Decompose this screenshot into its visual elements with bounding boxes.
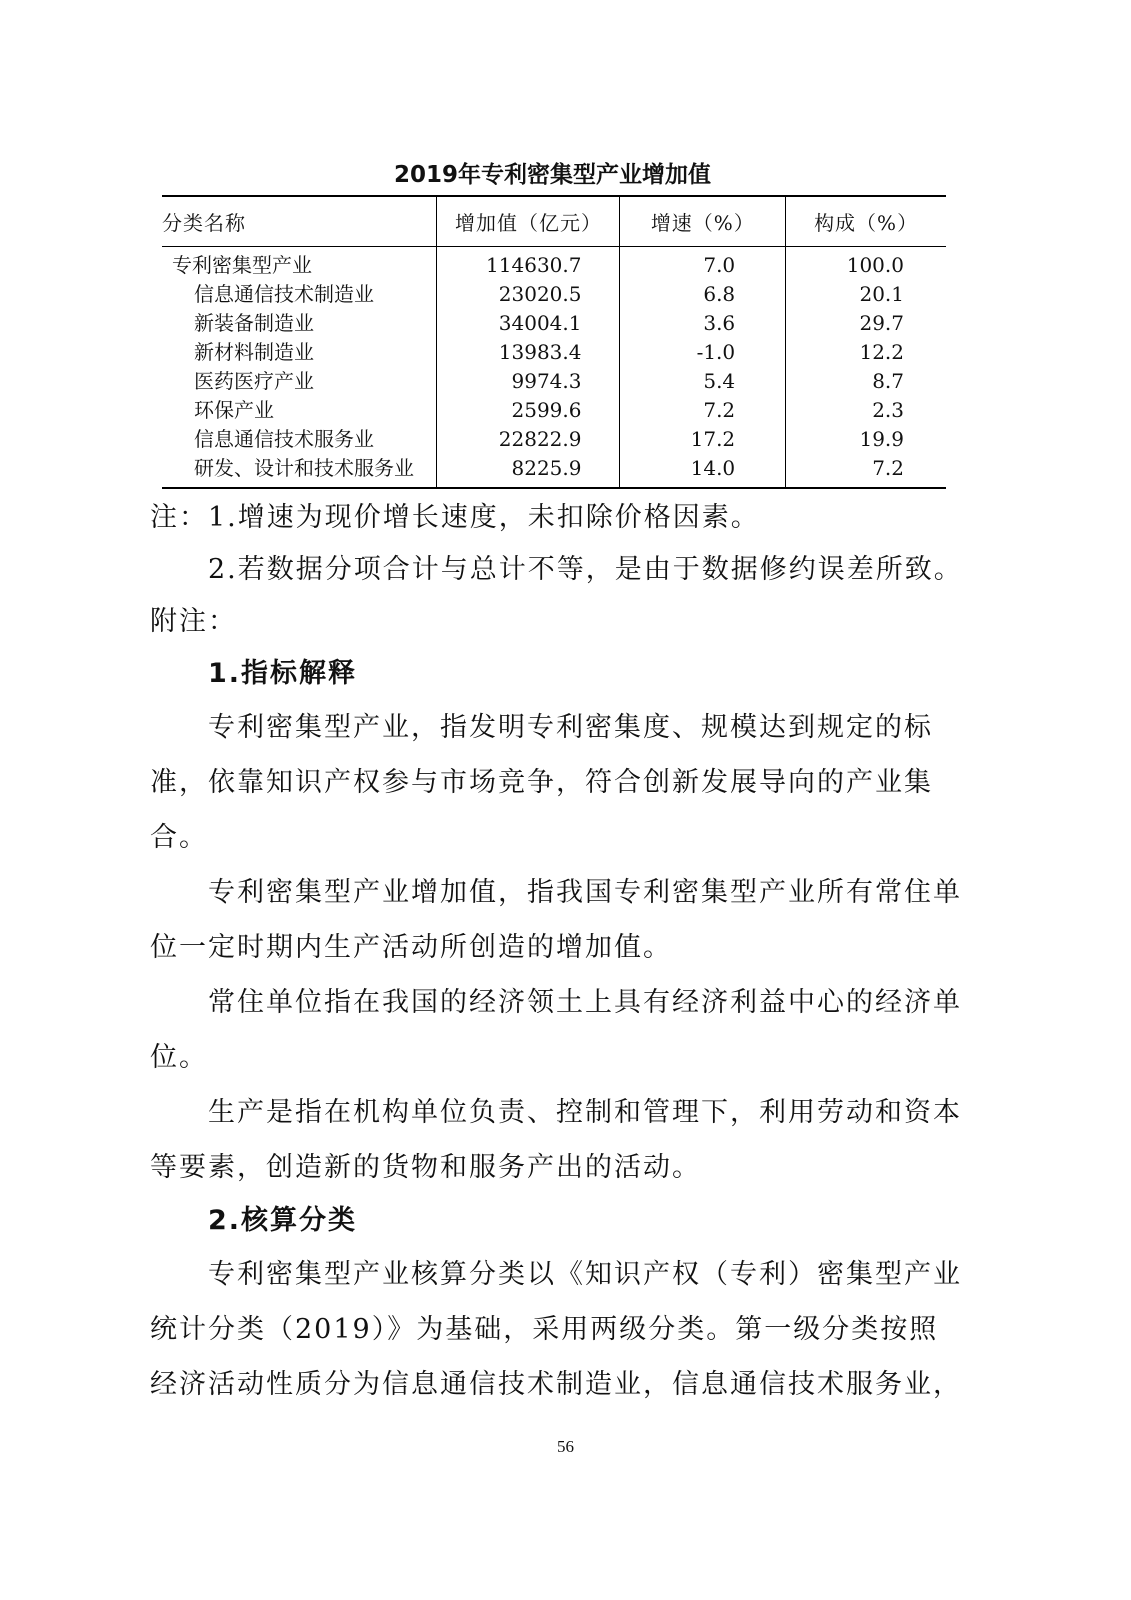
row-value: 2599.6 <box>437 396 620 425</box>
row-name: 医药医疗产业 <box>194 368 314 393</box>
appendix-label: 附注： <box>150 606 237 637</box>
body-text <box>150 492 962 1412</box>
table-title: 2019年专利密集型产业增加值 <box>393 162 711 188</box>
row-name: 信息通信技术制造业 <box>194 281 374 306</box>
table-row <box>162 246 946 280</box>
paragraph: 常住单位指在我国的经济领土上具有经济利益中心的经济单位。 <box>150 987 962 1073</box>
row-growth: 5.4 <box>620 367 786 396</box>
row-share: 8.7 <box>786 367 946 396</box>
row-name: 新材料制造业 <box>194 339 314 364</box>
row-share: 7.2 <box>786 454 946 488</box>
paragraph: 专利密集型产业增加值，指我国专利密集型产业所有常住单位一定时期内生产活动所创造的增加值。 <box>150 877 962 963</box>
section-heading-2: 2.核算分类 <box>208 1205 358 1236</box>
paragraph: 专利密集型产业，指发明专利密集度、规模达到规定的标准，依靠知识产权参与市场竞争，符合创新发展导向的产业集合。 <box>150 712 933 853</box>
column-header-share: 构成（%） <box>786 196 946 246</box>
table-header-row <box>162 196 946 246</box>
row-growth: 17.2 <box>620 425 786 454</box>
page-number: 56 <box>557 1437 574 1456</box>
row-share: 29.7 <box>786 309 946 338</box>
row-value: 114630.7 <box>437 246 620 280</box>
row-value: 22822.9 <box>437 425 620 454</box>
row-share: 20.1 <box>786 280 946 309</box>
section-heading-1: 1.指标解释 <box>208 658 358 689</box>
table-row <box>162 309 946 338</box>
row-share: 100.0 <box>786 246 946 280</box>
row-value: 8225.9 <box>437 454 620 488</box>
row-value: 9974.3 <box>437 367 620 396</box>
table-row <box>162 396 946 425</box>
row-share: 19.9 <box>786 425 946 454</box>
table-row <box>162 367 946 396</box>
row-value: 23020.5 <box>437 280 620 309</box>
table-note-1: 注：1.增速为现价增长速度，未扣除价格因素。 <box>150 502 760 533</box>
column-header-growth: 增速（%） <box>620 196 786 246</box>
row-growth: 7.2 <box>620 396 786 425</box>
row-name: 新装备制造业 <box>194 310 314 335</box>
row-name: 研发、设计和技术服务业 <box>162 454 437 488</box>
paragraph: 生产是指在机构单位负责、控制和管理下，利用劳动和资本等要素，创造新的货物和服务产出的活动。 <box>150 1097 962 1183</box>
table-note-2: 2.若数据分项合计与总计不等，是由于数据修约误差所致。 <box>208 554 963 585</box>
row-value: 34004.1 <box>437 309 620 338</box>
row-growth: 3.6 <box>620 309 786 338</box>
column-header-value: 增加值（亿元） <box>437 196 620 246</box>
data-table <box>162 195 946 489</box>
row-share: 12.2 <box>786 338 946 367</box>
row-name: 环保产业 <box>194 397 274 422</box>
column-header-name: 分类名称 <box>162 196 437 246</box>
paragraph: 专利密集型产业核算分类以《知识产权（专利）密集型产业统计分类（2019）》为基础，采用两级分类。第一级分类按照经济活动性质分为信息通信技术制造业，信息通信技术服务业， <box>150 1259 962 1400</box>
row-growth: 14.0 <box>620 454 786 488</box>
row-name: 专利密集型产业 <box>172 252 312 277</box>
row-share: 2.3 <box>786 396 946 425</box>
table-row <box>162 425 946 454</box>
row-growth: 7.0 <box>620 246 786 280</box>
table-row <box>162 280 946 309</box>
row-growth: -1.0 <box>620 338 786 367</box>
row-value: 13983.4 <box>437 338 620 367</box>
row-growth: 6.8 <box>620 280 786 309</box>
row-name: 信息通信技术服务业 <box>194 426 374 451</box>
table-row <box>162 454 946 488</box>
table-row <box>162 338 946 367</box>
